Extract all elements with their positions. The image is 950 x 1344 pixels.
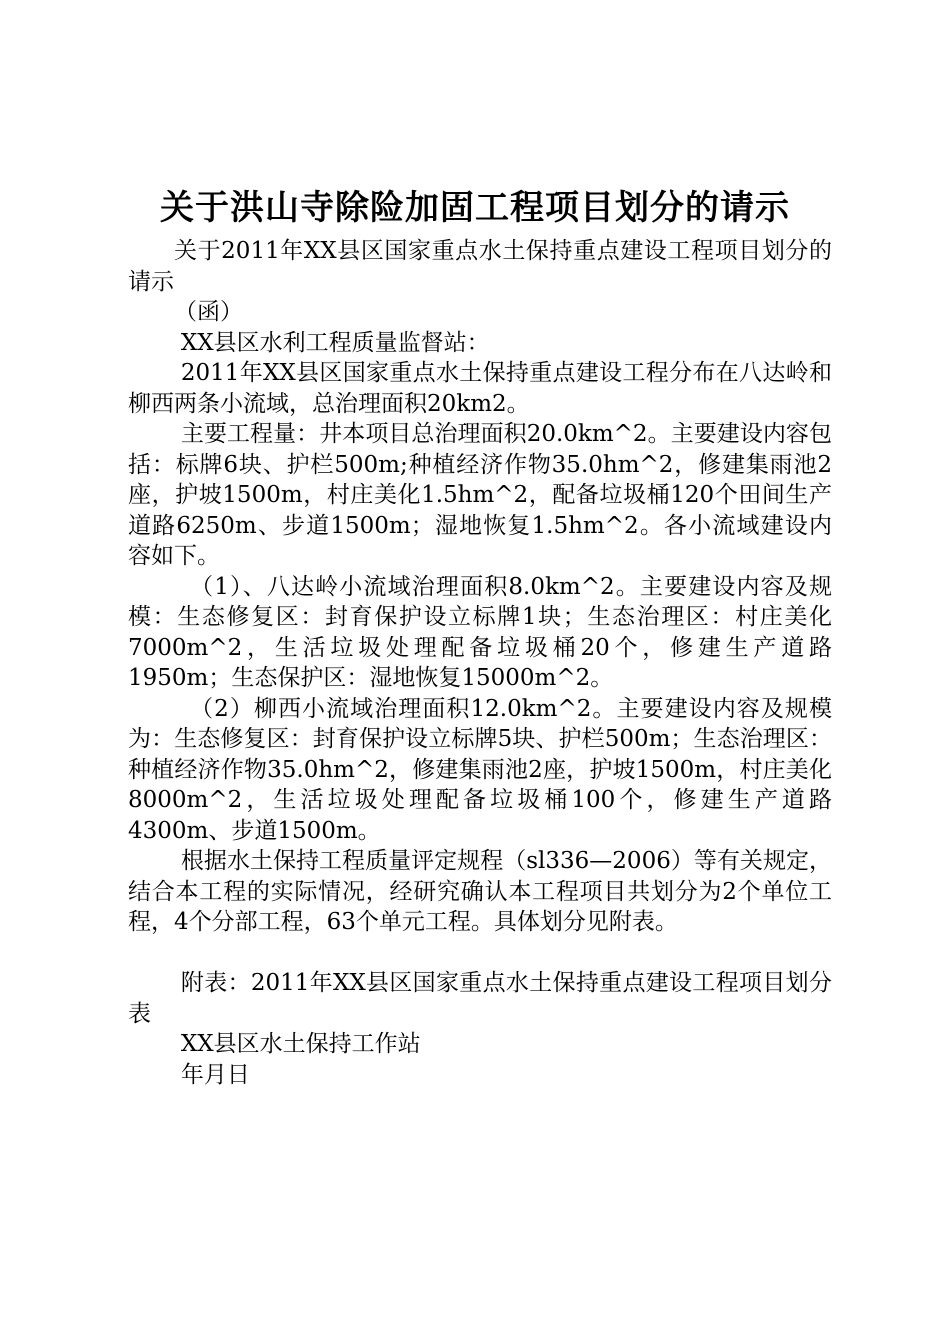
document-body (128, 236, 832, 1090)
recipient-line: XX县区水利工程质量监督站： (180, 329, 490, 356)
blank-line (128, 938, 832, 969)
letter-type-note: （函） (174, 299, 243, 325)
badaling-paragraph: （1）、八达岭小流域治理面积8.0km^2。主要建设内容及规模：生态修复区：封育保护设立标牌1块；生态治理区：村庄美化7000m^2，生活垃圾处理配备垃圾桶20个，修建生产道路1950m；生态保护区：湿地恢复15000m^2。 (128, 573, 832, 691)
signature-date: 年月日 (180, 1061, 250, 1088)
signature-organization: XX县区水土保持工作站 (180, 1031, 421, 1057)
document-title: 关于洪山寺除险加固工程项目划分的请示 (160, 188, 790, 228)
subject-line: 关于2011年XX县区国家重点水土保持重点建设工程项目划分的请示 (128, 238, 832, 295)
overview-paragraph: 2011年XX县区国家重点水土保持重点建设工程分布在八达岭和柳西两条小流域，总治理面积20km2。 (128, 360, 832, 417)
liuxi-paragraph: （2）柳西小流域治理面积12.0km^2。主要建设内容及规模为：生态修复区：封育保护设立标牌5块、护栏500m；生态治理区：种植经济作物35.0hm^2，修建集雨池2座，护坡1500m，村庄美化8000m^2，生活垃圾处理配备垃圾桶100个，修建生产道路4300m、步道1500m。 (128, 695, 832, 844)
division-basis-paragraph: 根据水土保持工程质量评定规程（sl336—2006）等有关规定，结合本工程的实际情况，经研究确认本工程项目共划分为2个单位工程，4个分部工程，63个单元工程。具体划分见附表。 (128, 848, 832, 935)
main-works-paragraph: 主要工程量：井本项目总治理面积20.0km^2。主要建设内容包括：标牌6块、护栏500m;种植经济作物35.0hm^2，修建集雨池2座，护坡1500m，村庄美化1.5hm^2，配备垃圾桶120个田间生产道路6250m、步道1500m；湿地恢复1.5hm^2。各小流域建设内容如下。 (128, 421, 832, 569)
attachment-line: 附表：2011年XX县区国家重点水土保持重点建设工程项目划分表 (128, 970, 832, 1027)
